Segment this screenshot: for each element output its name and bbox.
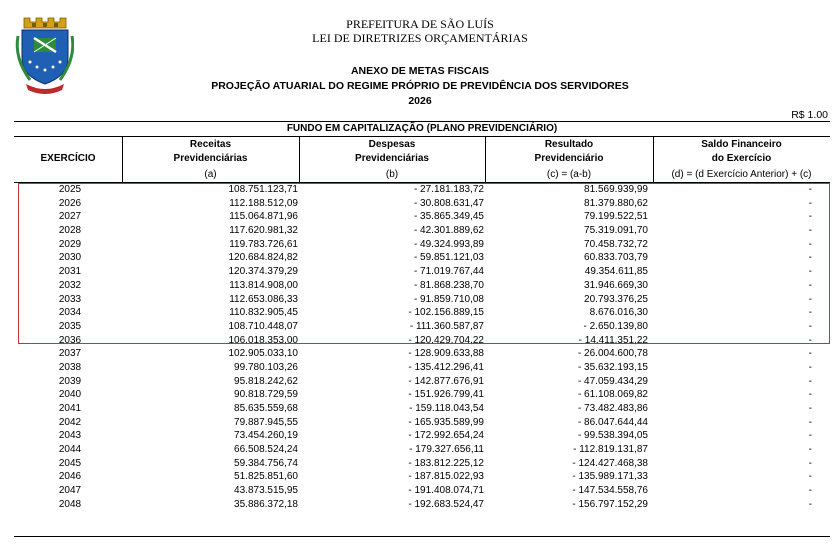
col-header-saldo-2: do Exercício — [711, 153, 772, 164]
annex-title: ANEXO DE METAS FISCAIS — [350, 65, 490, 77]
cell-receitas: 35.886.372,18 — [234, 498, 298, 510]
cell-resultado: 81.379.880,62 — [584, 197, 648, 209]
cell-exercicio: 2031 — [58, 266, 82, 278]
cell-exercicio: 2039 — [58, 375, 82, 387]
cell-resultado: - 73.482.483,86 — [577, 403, 648, 414]
cell-resultado: 79.199.522,51 — [584, 211, 648, 223]
table-row — [14, 484, 830, 498]
cell-saldo: - — [808, 320, 812, 332]
cell-receitas: 110.832.905,45 — [229, 307, 298, 319]
cell-resultado: 49.354.611,85 — [584, 266, 648, 278]
cell-receitas: 106.018.353,00 — [228, 334, 298, 346]
cell-saldo: - — [808, 485, 812, 497]
table-row — [14, 347, 830, 361]
cell-receitas: 108.751.123,71 — [228, 184, 298, 195]
cell-saldo: - — [808, 430, 812, 442]
cell-exercicio: 2047 — [58, 485, 82, 497]
cell-saldo: - — [808, 457, 812, 469]
cell-despesas: - 151.926.799,41 — [408, 389, 484, 401]
cell-exercicio: 2044 — [58, 444, 82, 456]
col-header-resultado-1: Resultado — [544, 139, 594, 150]
cell-exercicio: 2025 — [58, 184, 82, 195]
cell-resultado: 70.458.732,72 — [584, 238, 648, 250]
cell-despesas: - 142.877.676,91 — [408, 375, 484, 387]
cell-resultado: - 156.797.152,29 — [572, 498, 648, 510]
report-title: PROJEÇÃO ATUARIAL DO REGIME PRÓPRIO DE PREVIDÊNCIA DOS SERVIDORES — [211, 80, 629, 92]
col-header-receitas-1: Receitas — [189, 139, 232, 150]
cell-receitas: 90.818.729,59 — [234, 389, 298, 401]
cell-resultado: - 26.004.600,78 — [577, 348, 648, 360]
table-row — [14, 361, 830, 375]
cell-saldo: - — [808, 471, 812, 483]
cell-resultado: 8.676.016,30 — [589, 307, 648, 319]
currency-unit: R$ 1.00 — [791, 109, 828, 121]
cell-saldo: - — [808, 389, 812, 401]
cell-resultado: - 47.059.434,29 — [577, 375, 648, 387]
cell-exercicio: 2036 — [58, 334, 82, 346]
col-header-saldo-3: (d) = (d Exercício Anterior) + (c) — [671, 169, 812, 180]
cell-receitas: 99.780.103,26 — [234, 361, 298, 373]
report-year: 2026 — [408, 95, 432, 107]
cell-despesas: - 35.865.349,45 — [413, 211, 484, 223]
cell-receitas: 79.887.945,55 — [234, 416, 298, 428]
cell-exercicio: 2042 — [58, 416, 82, 428]
cell-saldo: - — [808, 266, 812, 278]
cell-despesas: - 102.156.889,15 — [408, 307, 484, 319]
cell-saldo: - — [808, 238, 812, 250]
highlight-box — [18, 183, 830, 344]
cell-saldo: - — [808, 184, 812, 195]
cell-receitas: 85.635.559,68 — [234, 403, 298, 414]
col-header-despesas-1: Despesas — [368, 139, 416, 150]
cell-despesas: - 128.909.633,88 — [408, 348, 484, 360]
cell-resultado: - 14.411.351,22 — [578, 334, 648, 346]
table-row — [14, 402, 830, 416]
cell-receitas: 102.905.033,10 — [228, 348, 298, 360]
cell-receitas: 43.873.515,95 — [234, 485, 298, 497]
cell-despesas: - 192.683.524,47 — [408, 498, 484, 510]
cell-despesas: - 172.992.654,24 — [408, 430, 484, 442]
cell-receitas: 120.374.379,29 — [228, 266, 298, 278]
cell-resultado: 60.833.703,79 — [584, 252, 648, 264]
cell-despesas: - 165.935.589,99 — [408, 416, 484, 428]
fund-title: FUNDO EM CAPITALIZAÇÃO (PLANO PREVIDENCIÁRIO) — [286, 123, 558, 134]
col-header-despesas-3: (b) — [385, 169, 399, 180]
cell-exercicio: 2038 — [58, 361, 82, 373]
col-header-exercicio: EXERCÍCIO — [40, 153, 96, 164]
table-bottom-rule — [14, 536, 830, 537]
cell-exercicio: 2030 — [58, 252, 82, 264]
cell-resultado: - 124.427.468,38 — [572, 457, 648, 469]
cell-saldo: - — [808, 403, 812, 414]
table-row — [14, 416, 830, 430]
cell-despesas: - 27.181.183,72 — [413, 184, 484, 195]
cell-exercicio: 2048 — [58, 498, 82, 510]
cell-despesas: - 159.118.043,54 — [409, 403, 484, 414]
cell-saldo: - — [808, 348, 812, 360]
cell-resultado: - 112.819.131,87 — [573, 444, 648, 456]
cell-exercicio: 2041 — [58, 403, 82, 414]
cell-exercicio: 2027 — [58, 211, 82, 223]
cell-receitas: 51.825.851,60 — [234, 471, 298, 483]
cell-receitas: 59.384.756,74 — [234, 457, 298, 469]
cell-resultado: - 135.989.171,33 — [572, 471, 648, 483]
table-row — [14, 470, 830, 484]
cell-resultado: 31.946.669,30 — [584, 279, 648, 291]
table-row — [14, 498, 830, 512]
cell-saldo: - — [808, 334, 812, 346]
cell-despesas: - 183.812.225,12 — [408, 457, 484, 469]
cell-resultado: 20.793.376,25 — [584, 293, 648, 305]
cell-despesas: - 111.360.587,87 — [409, 320, 484, 332]
cell-resultado: - 2.650.139,80 — [583, 320, 648, 332]
cell-saldo: - — [808, 416, 812, 428]
table-row — [14, 375, 830, 389]
cell-despesas: - 91.859.710,08 — [413, 293, 484, 305]
cell-resultado: 81.569.939,99 — [584, 184, 648, 195]
cell-saldo: - — [808, 375, 812, 387]
cell-despesas: - 179.327.656,11 — [409, 444, 484, 456]
cell-exercicio: 2028 — [58, 225, 82, 237]
cell-resultado: 75.319.091,70 — [584, 225, 648, 237]
cell-despesas: - 187.815.022,93 — [408, 471, 484, 483]
cell-despesas: - 30.808.631,47 — [413, 197, 484, 209]
col-header-saldo-1: Saldo Financeiro — [701, 139, 782, 150]
table-row — [14, 429, 830, 443]
cell-saldo: - — [808, 444, 812, 456]
table-row — [14, 443, 830, 457]
cell-receitas: 119.783.726,61 — [229, 238, 298, 250]
cell-receitas: 112.653.086,33 — [229, 293, 298, 305]
cell-despesas: - 135.412.296,41 — [408, 361, 484, 373]
cell-resultado: - 35.632.193,15 — [577, 361, 648, 373]
cell-saldo: - — [808, 307, 812, 319]
cell-despesas: - 120.429.704,22 — [408, 334, 484, 346]
cell-receitas: 120.684.824,82 — [228, 252, 298, 264]
cell-resultado: - 99.538.394,05 — [577, 430, 648, 442]
cell-resultado: - 147.534.558,76 — [572, 485, 648, 497]
cell-despesas: - 191.408.074,71 — [408, 485, 484, 497]
cell-saldo: - — [808, 225, 812, 237]
cell-despesas: - 71.019.767,44 — [413, 266, 484, 278]
cell-saldo: - — [808, 361, 812, 373]
cell-despesas: - 42.301.889,62 — [413, 225, 484, 237]
cell-despesas: - 81.868.238,70 — [413, 279, 484, 291]
fund-title-rule — [14, 136, 830, 137]
cell-saldo: - — [808, 197, 812, 209]
cell-exercicio: 2046 — [58, 471, 82, 483]
cell-receitas: 115.064.871,96 — [229, 211, 298, 223]
cell-despesas: - 59.851.121,03 — [413, 252, 484, 264]
cell-saldo: - — [808, 293, 812, 305]
cell-exercicio: 2033 — [58, 293, 82, 305]
cell-receitas: 112.188.512,09 — [229, 197, 298, 209]
cell-receitas: 108.710.448,07 — [228, 320, 298, 332]
cell-saldo: - — [808, 279, 812, 291]
cell-saldo: - — [808, 498, 812, 510]
cell-receitas: 66.508.524,24 — [234, 444, 298, 456]
cell-exercicio: 2034 — [58, 307, 82, 319]
cell-receitas: 113.814.908,00 — [229, 279, 298, 291]
cell-exercicio: 2043 — [58, 430, 82, 442]
cell-exercicio: 2045 — [58, 457, 82, 469]
cell-exercicio: 2040 — [58, 389, 82, 401]
col-header-receitas-2: Previdenciárias — [173, 153, 248, 164]
cell-receitas: 73.454.260,19 — [234, 430, 298, 442]
table-row — [14, 388, 830, 402]
cell-receitas: 117.620.981,32 — [229, 225, 298, 237]
col-header-resultado-2: Previdenciário — [534, 153, 604, 164]
cell-exercicio: 2037 — [58, 348, 82, 360]
cell-exercicio: 2035 — [58, 320, 82, 332]
table-row — [14, 457, 830, 471]
cell-saldo: - — [808, 252, 812, 264]
cell-saldo: - — [808, 211, 812, 223]
cell-resultado: - 61.108.069,82 — [577, 389, 648, 401]
cell-receitas: 95.818.242,62 — [234, 375, 298, 387]
col-header-receitas-3: (a) — [204, 169, 217, 180]
law-name: LEI DE DIRETRIZES ORÇAMENTÁRIAS — [312, 31, 528, 45]
cell-exercicio: 2026 — [58, 197, 82, 209]
cell-despesas: - 49.324.993,89 — [413, 238, 484, 250]
col-header-despesas-2: Previdenciárias — [355, 153, 429, 164]
col-header-resultado-3: (c) = (a-b) — [546, 169, 592, 180]
cell-resultado: - 86.047.644,44 — [577, 416, 648, 428]
cell-exercicio: 2029 — [58, 238, 82, 250]
cell-exercicio: 2032 — [58, 279, 82, 291]
municipality-name: PREFEITURA DE SÃO LUÍS — [346, 17, 494, 31]
